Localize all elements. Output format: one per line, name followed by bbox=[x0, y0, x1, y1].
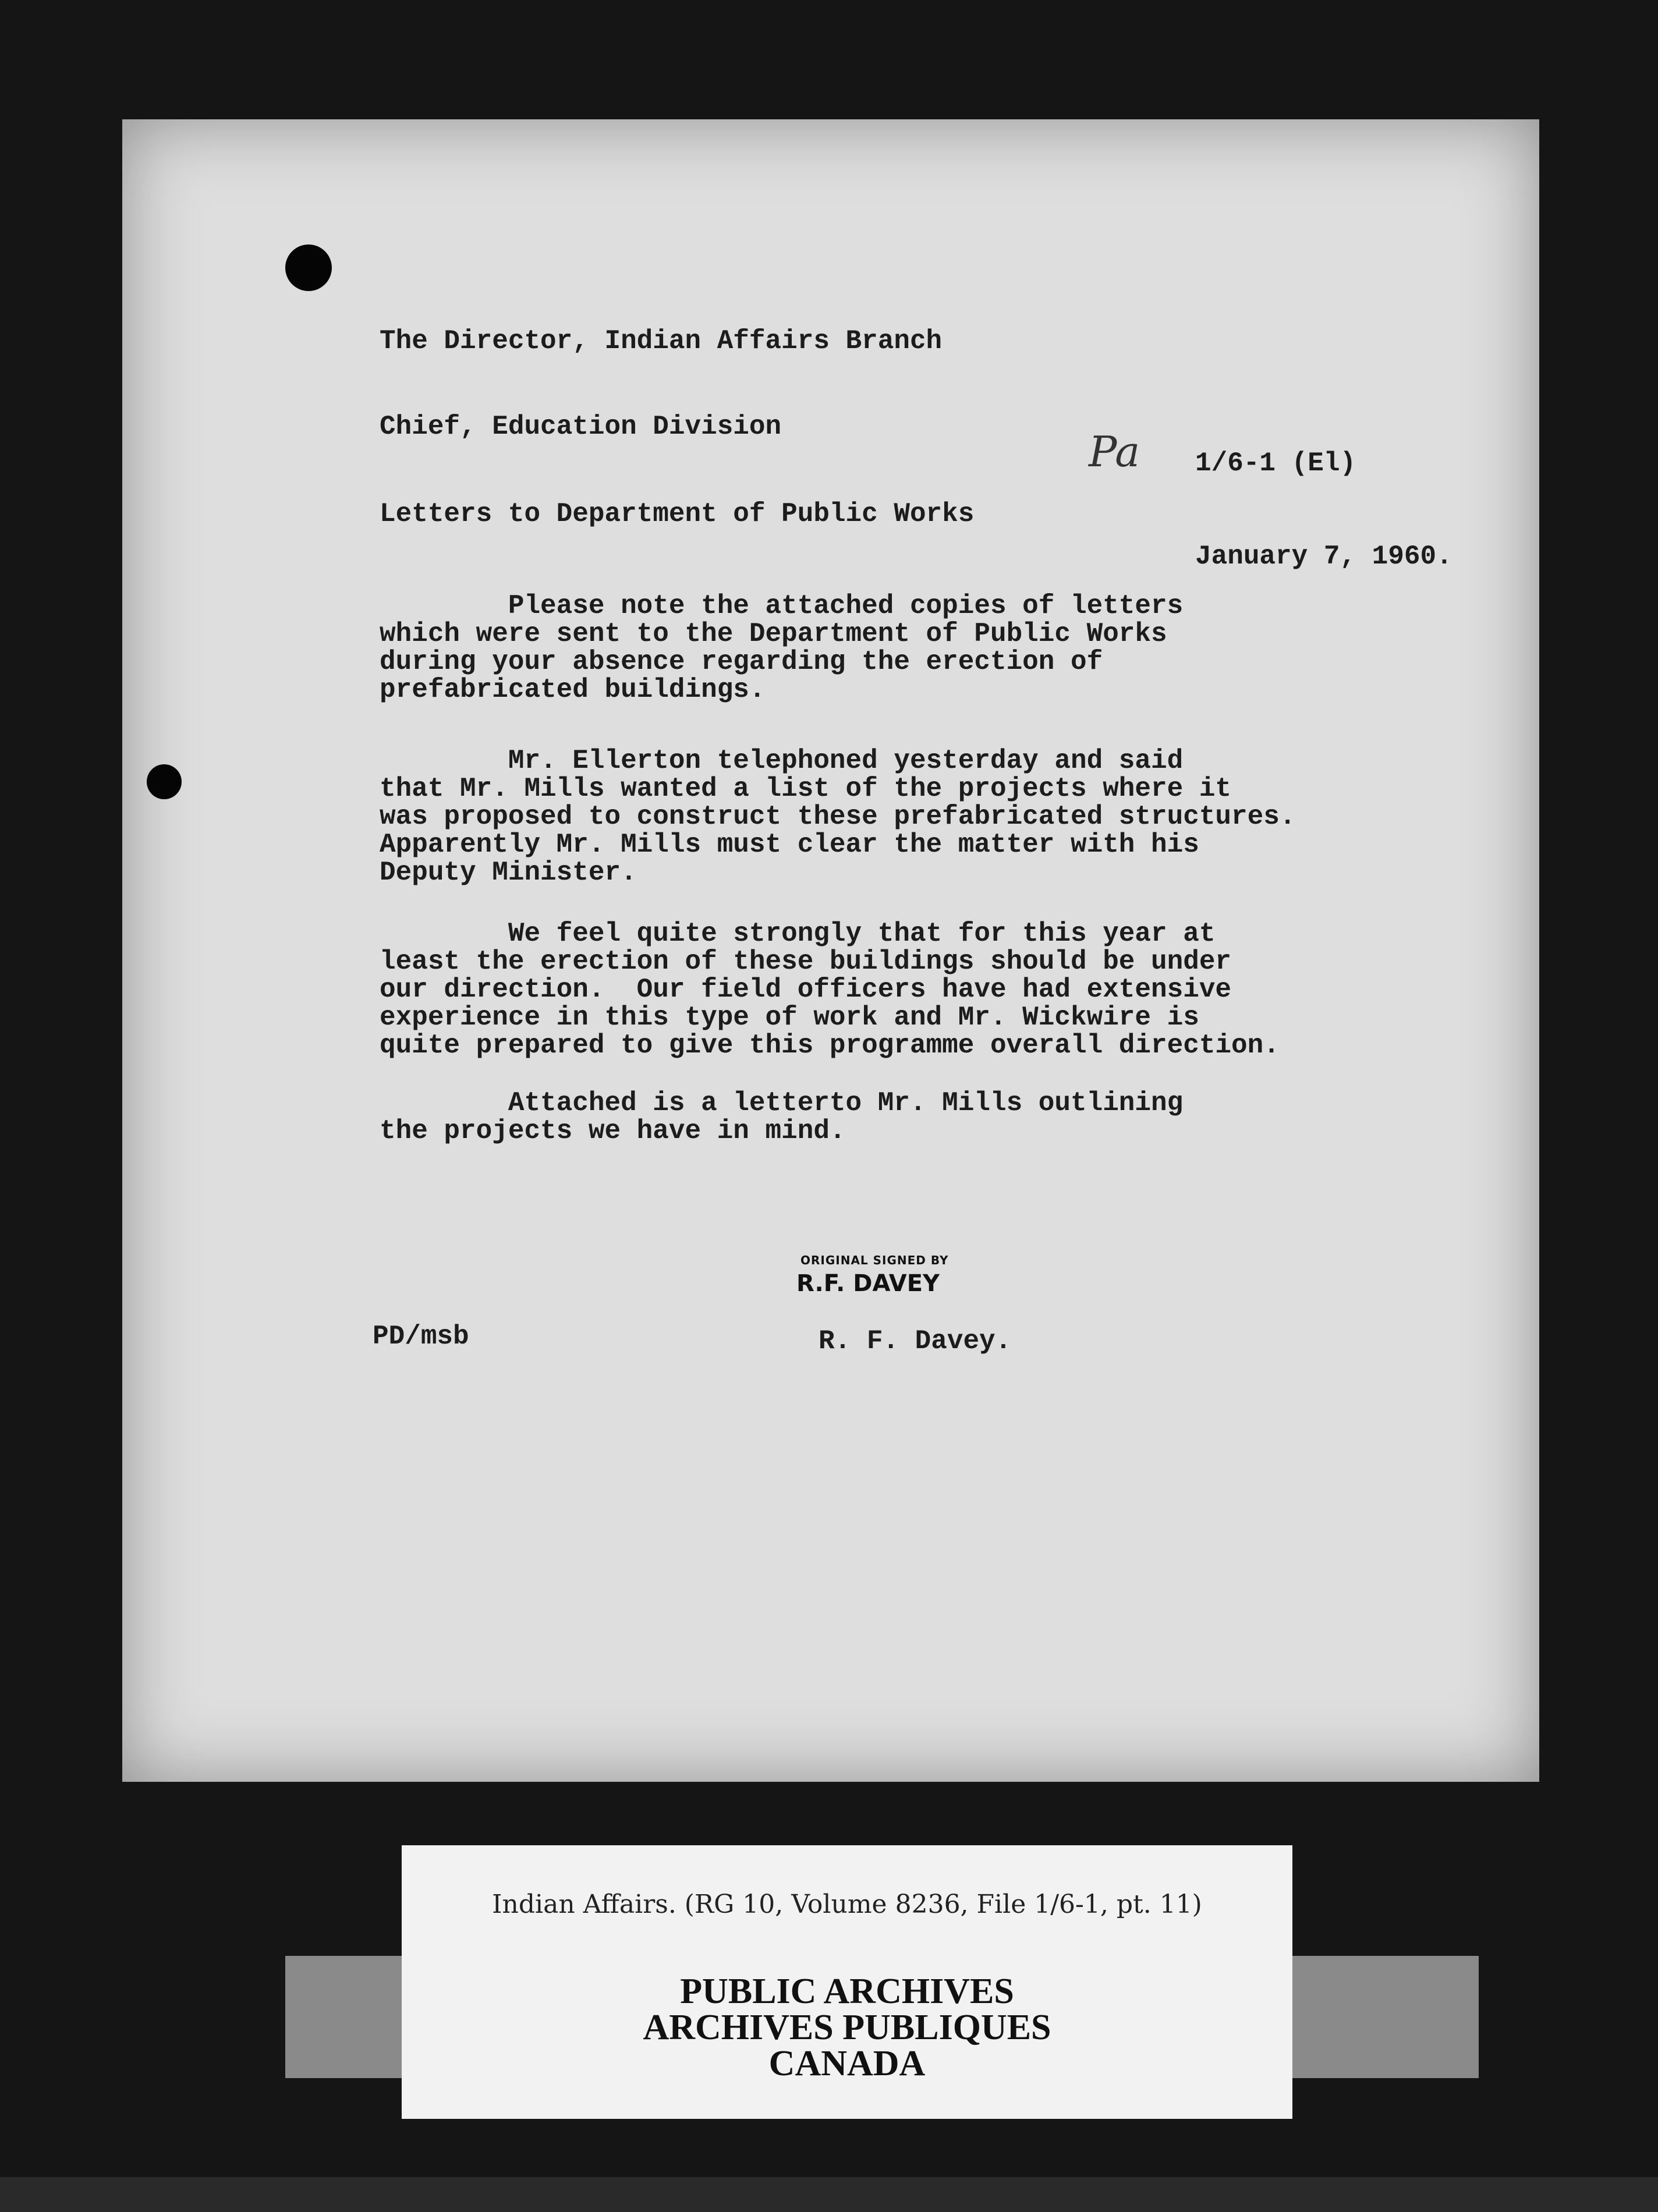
archive-country: CANADA bbox=[768, 2044, 926, 2083]
paragraph-3: We feel quite strongly that for this year at least the erection of these buildings should be under our direction. Our field officers have had extensive experience in this type of work and Mr. Wickwire is quite prepared to give this programme overall direction. bbox=[380, 919, 1280, 1061]
signatory-name: R. F. Davey. bbox=[819, 1326, 1012, 1356]
recipient-line: The Director, Indian Affairs Branch bbox=[380, 326, 943, 356]
handwritten-file-note: Pa bbox=[1089, 427, 1140, 476]
letter-date: January 7, 1960. bbox=[1195, 541, 1452, 572]
paragraph-1: Please note the attached copies of letters which were sent to the Department of Public Works during your absence regarding the erection of prefabricated buildings. bbox=[380, 591, 1184, 705]
archive-name-en: PUBLIC ARCHIVES bbox=[680, 1972, 1014, 2011]
subject-line: Letters to Department of Public Works bbox=[380, 499, 975, 529]
letter-page bbox=[122, 119, 1539, 1782]
archive-name-fr: ARCHIVES PUBLIQUES bbox=[643, 2008, 1051, 2047]
punch-hole-top bbox=[285, 244, 332, 291]
paragraph-4: Attached is a letterto Mr. Mills outlining the projects we have in mind. bbox=[380, 1088, 1184, 1146]
archive-citation: Indian Affairs. (RG 10, Volume 8236, File 1/6-1, pt. 11) bbox=[492, 1890, 1202, 1919]
paragraph-2: Mr. Ellerton telephoned yesterday and said that Mr. Mills wanted a list of the projects where it was proposed to construct these prefabricated structures. Apparently Mr. Mills must clear the matter with his Deputy Minister. bbox=[380, 746, 1296, 888]
film-frame-edge bbox=[0, 2177, 1658, 2212]
typist-initials: PD/msb bbox=[373, 1321, 469, 1352]
signature-stamp-name: R.F. DAVEY bbox=[796, 1270, 940, 1297]
file-number: 1/6-1 (El) bbox=[1195, 448, 1356, 478]
archive-label bbox=[402, 1845, 1292, 2119]
original-signed-stamp: ORIGINAL SIGNED BY bbox=[800, 1253, 949, 1267]
sender-line: Chief, Education Division bbox=[380, 412, 782, 442]
punch-hole-side bbox=[147, 764, 182, 799]
